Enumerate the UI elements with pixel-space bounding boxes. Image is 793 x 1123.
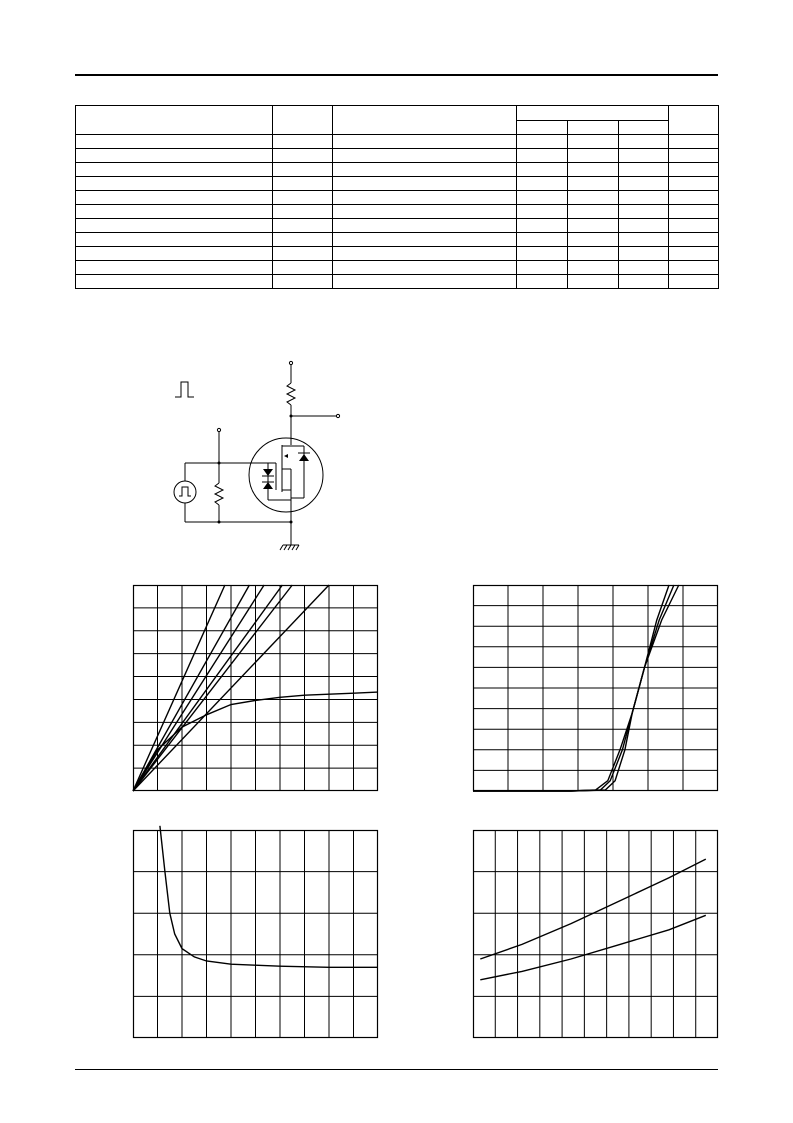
- table-cell: [517, 275, 568, 289]
- table-cell: [517, 163, 568, 177]
- header-min-cell: [517, 121, 568, 135]
- table-cell: [669, 275, 719, 289]
- table-cell: [76, 275, 273, 289]
- table-cell: [568, 163, 619, 177]
- table-cell: [568, 149, 619, 163]
- gate-zener-top-icon: [263, 469, 273, 476]
- table-cell: [619, 247, 669, 261]
- table-cell: [333, 261, 517, 275]
- table-cell: [76, 247, 273, 261]
- header-max-cell: [619, 121, 669, 135]
- header-rule: [75, 74, 718, 76]
- table-cell: [517, 205, 568, 219]
- table-cell: [568, 177, 619, 191]
- table-cell: [273, 191, 333, 205]
- ground-icon: [280, 545, 299, 550]
- table-row: [76, 233, 719, 247]
- table-cell: [568, 247, 619, 261]
- table-row: [76, 149, 719, 163]
- table-cell: [333, 191, 517, 205]
- pulse-generator-icon: [174, 481, 196, 503]
- table-body: [76, 135, 719, 289]
- gate-bias-terminal-icon: [217, 428, 220, 431]
- table-cell: [333, 177, 517, 191]
- switching-test-circuit: [160, 355, 360, 560]
- table-cell: [619, 233, 669, 247]
- table-cell: [76, 191, 273, 205]
- table-cell: [517, 135, 568, 149]
- table-cell: [76, 149, 273, 163]
- table-cell: [76, 261, 273, 275]
- table-cell: [568, 191, 619, 205]
- mosfet-circle-icon: [249, 438, 323, 512]
- table-cell: [273, 247, 333, 261]
- table-cell: [333, 135, 517, 149]
- graph-bottom-right: [473, 830, 718, 1038]
- table-cell: [568, 135, 619, 149]
- table-cell: [669, 219, 719, 233]
- curve: [133, 585, 264, 791]
- table-cell: [273, 149, 333, 163]
- curve: [133, 585, 292, 791]
- table-cell: [669, 247, 719, 261]
- curve: [133, 585, 225, 791]
- curve: [133, 585, 282, 791]
- table-cell: [273, 135, 333, 149]
- table-cell: [76, 177, 273, 191]
- table-cell: [333, 233, 517, 247]
- table-row: [76, 219, 719, 233]
- graph-top-right: [473, 585, 718, 791]
- body-diode-icon: [299, 454, 309, 461]
- table-cell: [76, 163, 273, 177]
- table-cell: [619, 191, 669, 205]
- table-row: [76, 275, 719, 289]
- curve: [160, 826, 378, 968]
- table-cell: [669, 191, 719, 205]
- load-resistor-icon: [287, 383, 295, 405]
- table-cell: [333, 247, 517, 261]
- header-typ-cell: [568, 121, 619, 135]
- table-cell: [669, 205, 719, 219]
- table-cell: [76, 135, 273, 149]
- header-symbol-cell: [273, 106, 333, 135]
- table-cell: [568, 205, 619, 219]
- table-cell: [273, 219, 333, 233]
- table-cell: [619, 219, 669, 233]
- table-cell: [669, 177, 719, 191]
- vout-terminal-icon: [336, 414, 339, 417]
- table-row: [76, 163, 719, 177]
- table-cell: [669, 163, 719, 177]
- table-cell: [333, 205, 517, 219]
- table-cell: [619, 149, 669, 163]
- curve: [480, 859, 706, 959]
- table-cell: [619, 275, 669, 289]
- table-cell: [333, 163, 517, 177]
- table-row: [76, 205, 719, 219]
- table-cell: [76, 233, 273, 247]
- electrical-characteristics-table: [75, 105, 719, 289]
- input-pulse-icon: [175, 382, 194, 397]
- table-cell: [619, 205, 669, 219]
- table-cell: [517, 247, 568, 261]
- table-row: [76, 247, 719, 261]
- table-cell: [517, 191, 568, 205]
- table-row: [76, 177, 719, 191]
- table-cell: [273, 233, 333, 247]
- header-ratings-cell: [517, 106, 669, 121]
- table-cell: [273, 177, 333, 191]
- table-cell: [619, 135, 669, 149]
- gate-zener-bottom-icon: [263, 482, 273, 489]
- table-cell: [333, 275, 517, 289]
- table-cell: [669, 149, 719, 163]
- table-cell: [273, 261, 333, 275]
- header-parameter-cell: [76, 106, 273, 135]
- table-cell: [568, 219, 619, 233]
- footer-rule: [75, 1069, 718, 1070]
- table-cell: [76, 219, 273, 233]
- header-conditions-cell: [333, 106, 517, 135]
- table-cell: [517, 219, 568, 233]
- table-cell: [517, 261, 568, 275]
- table-cell: [273, 163, 333, 177]
- vdd-terminal-icon: [289, 361, 292, 364]
- table-cell: [669, 261, 719, 275]
- gate-resistor-icon: [215, 483, 223, 505]
- table-cell: [333, 219, 517, 233]
- graph-top-left: [133, 585, 378, 791]
- table-cell: [568, 261, 619, 275]
- table-cell: [517, 149, 568, 163]
- table-header-row: [76, 106, 719, 121]
- header-unit-cell: [669, 106, 719, 135]
- table-row: [76, 261, 719, 275]
- graph-bottom-left: [133, 830, 378, 1038]
- table-row: [76, 191, 719, 205]
- table-cell: [273, 275, 333, 289]
- table-cell: [619, 261, 669, 275]
- table-cell: [517, 233, 568, 247]
- table-cell: [568, 233, 619, 247]
- table-cell: [669, 135, 719, 149]
- table-cell: [669, 233, 719, 247]
- table-cell: [619, 163, 669, 177]
- table-cell: [568, 275, 619, 289]
- table-cell: [76, 205, 273, 219]
- table-row: [76, 135, 719, 149]
- table-cell: [333, 149, 517, 163]
- table-cell: [517, 177, 568, 191]
- plot-frame: [474, 831, 718, 1038]
- table-cell: [619, 177, 669, 191]
- table-cell: [273, 205, 333, 219]
